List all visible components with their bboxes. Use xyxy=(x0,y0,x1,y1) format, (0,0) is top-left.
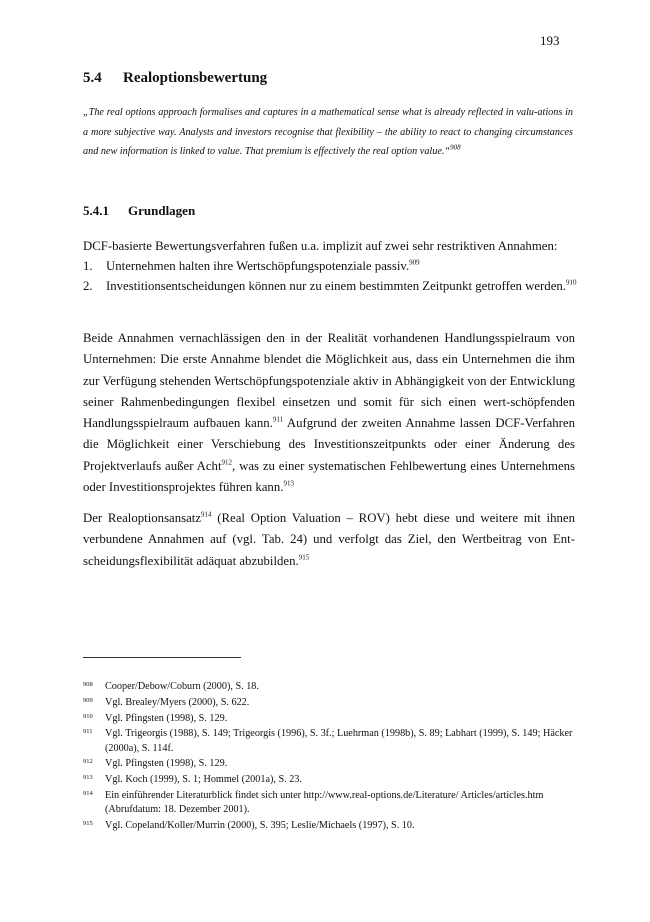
footnote-text: Ein einführender Literaturblick findet sich unter http://www.real-options.de/Literature/ Articles/articles.htm (Abrufdatum: 18. Dezember 2001). xyxy=(105,790,544,816)
footnote-text: Vgl. Pfingsten (1998), S. 129. xyxy=(105,712,228,724)
body-paragraph xyxy=(83,508,575,572)
footnote-number: 909 xyxy=(83,696,93,704)
list-marker: 2. xyxy=(83,279,93,293)
footnote-text: Vgl. Koch (1999), S. 1; Hommel (2001a), S. 23. xyxy=(105,774,302,786)
footnote-number: 911 xyxy=(83,728,93,736)
footnote xyxy=(83,680,578,694)
footnote xyxy=(83,712,578,726)
footnotes xyxy=(83,680,578,835)
list-item xyxy=(83,256,578,276)
paragraph-text: Der Realoptionsansatz xyxy=(83,511,202,525)
footnote-number: 915 xyxy=(83,820,93,828)
footnote-number: 913 xyxy=(83,774,93,782)
footnote xyxy=(83,789,578,818)
footnote-ref[interactable]: 914 xyxy=(201,510,212,519)
subsection-title: Grundlagen xyxy=(128,203,196,218)
footnote xyxy=(83,819,578,833)
paragraph-text: Beide Annahmen vernachlässigen den in der Realität vorhandenen Handlungsspielraum von Unternehmen: Die erste Annahme blendet die Möglichkeit aus, dass ein Unternehmen die ihm zur Verfügung stehenden Wertschöpfungspotenziale aktiv in Abhängigkeit von der Entwicklung seiner Rahmenbedingungen flexibel einsetzen und somit für sich einen wert-schöpfenden Handlungsspielraum aufbauen kann. xyxy=(83,331,575,431)
body-paragraph xyxy=(83,328,575,498)
footnote-text: Vgl. Brealey/Myers (2000), S. 622. xyxy=(105,696,250,708)
paragraph-text: Aufgrund der zweiten Annahme lassen DCF-Verfahren die Möglichkeit einer Verschiebung des Investitionszeitpunkts oder einer Änderung des Projektverlaufs außer Acht xyxy=(83,416,575,473)
footnote xyxy=(83,696,578,710)
footnote-number: 908 xyxy=(83,681,93,688)
list-item xyxy=(83,276,578,296)
footnote-text: Vgl. Pfingsten (1998), S. 129. xyxy=(105,758,228,770)
footnote-ref[interactable]: 910 xyxy=(565,278,577,287)
footnote xyxy=(83,757,578,771)
footnote xyxy=(83,727,578,756)
section-heading xyxy=(83,70,267,87)
intro-sentence: DCF-basierte Bewertungsverfahren fußen u.a. implizit auf zwei sehr restriktiven Annahmen: xyxy=(83,239,558,253)
footnote-number: 914 xyxy=(83,790,93,798)
footnote-ref[interactable]: 911 xyxy=(272,415,284,424)
footnote-ref[interactable]: 915 xyxy=(298,553,310,562)
list-item-text: Investitionsentscheidungen können nur zu einem bestimmten Zeitpunkt getroffen werden. xyxy=(106,279,566,293)
footnote-ref[interactable]: 908 xyxy=(450,143,461,152)
footnote-number: 910 xyxy=(83,712,93,720)
paragraph-text: (Real Option Valuation – ROV) hebt diese und weitere mit ihnen verbundene Annahmen auf (vgl. Tab. 24) und verfolgt das Ziel, den Wertbeitrag von Ent-scheidungsflexibilität adäquat abzubilden. xyxy=(83,511,575,568)
epigraph-quote xyxy=(83,103,573,162)
list-item-text: Unternehmen halten ihre Wertschöpfungspotenziale passiv. xyxy=(106,259,410,273)
list-marker: 1. xyxy=(83,259,93,273)
footnote-ref[interactable]: 909 xyxy=(409,258,420,267)
footnote-text: Vgl. Copeland/Koller/Murrin (2000), S. 395; Leslie/Michaels (1997), S. 10. xyxy=(105,820,415,832)
assumption-list xyxy=(83,256,578,296)
footnote-text: Vgl. Trigeorgis (1988), S. 149; Trigeorgis (1996), S. 3f.; Luehrman (1998b), S. 89; Labhart (1999), S. 149; Häcker (2000a), S. 114f. xyxy=(105,728,573,754)
subsection-number: 5.4.1 xyxy=(83,203,109,218)
footnote-ref[interactable]: 913 xyxy=(283,479,294,488)
footnote xyxy=(83,773,578,787)
page-number: 193 xyxy=(540,33,560,48)
footnote-number: 912 xyxy=(83,758,93,766)
footnote-ref[interactable]: 912 xyxy=(221,458,233,467)
paragraph-text: , was zu einer systematischen Fehlbewertung eines Unternehmens oder Investitionsprojektes führen kann. xyxy=(83,458,575,495)
section-number: 5.4 xyxy=(83,70,102,86)
quote-text: „The real options approach formalises and captures in a mathematical sense what is already reflected in valu-ations in a more subjective way. Analysts and investors recognise that flexibility – the ability to react to changing circumstances and new information is linked to value. That premium is effectively the real option value.“ xyxy=(83,107,573,157)
footnote-divider xyxy=(83,657,241,658)
footnote-text: Cooper/Debow/Coburn (2000), S. 18. xyxy=(105,681,259,692)
subsection-heading xyxy=(83,203,195,219)
section-title: Realoptionsbewertung xyxy=(123,70,268,86)
